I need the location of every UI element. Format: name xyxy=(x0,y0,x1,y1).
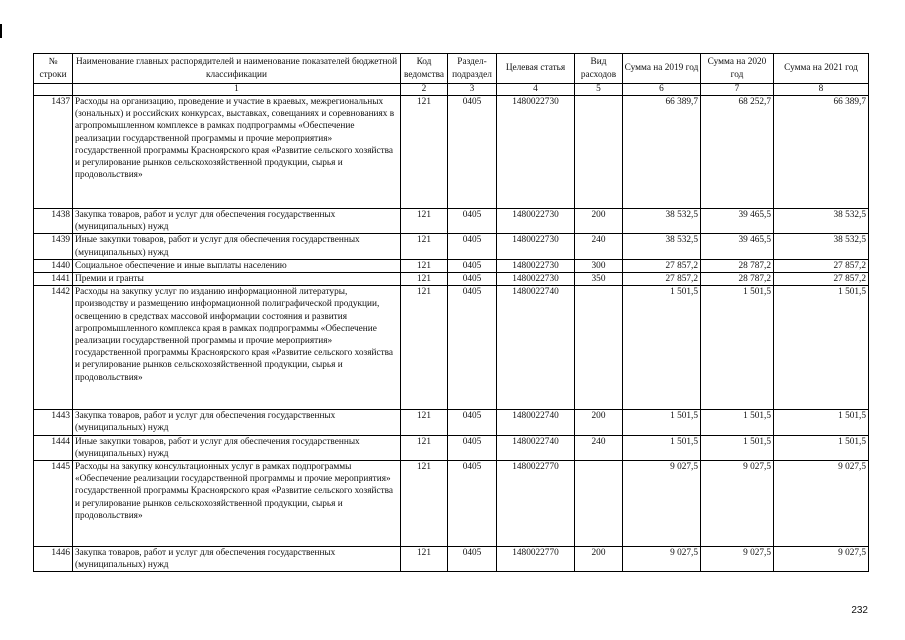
row-number: 1443 xyxy=(34,410,73,435)
row-expense-type xyxy=(575,461,623,547)
column-number: 7 xyxy=(701,84,774,96)
row-expense-type: 240 xyxy=(575,435,623,460)
table-row xyxy=(34,461,869,547)
row-sum-2020: 1 501,5 xyxy=(701,410,774,435)
column-number-row xyxy=(34,84,869,96)
row-sum-2021: 9 027,5 xyxy=(774,547,869,572)
row-dept-code: 121 xyxy=(401,286,448,410)
row-dept-code: 121 xyxy=(401,410,448,435)
row-sum-2020: 28 787,2 xyxy=(701,259,774,272)
row-sum-2021: 66 389,7 xyxy=(774,96,869,209)
row-expense-type: 200 xyxy=(575,547,623,572)
row-dept-code: 121 xyxy=(401,234,448,259)
row-section: 0405 xyxy=(448,410,497,435)
row-dept-code: 121 xyxy=(401,259,448,272)
row-sum-2021: 1 501,5 xyxy=(774,435,869,460)
row-sum-2019: 38 532,5 xyxy=(623,209,701,234)
table-row xyxy=(34,96,869,209)
row-section: 0405 xyxy=(448,461,497,547)
column-number: 1 xyxy=(73,84,401,96)
row-sum-2020: 68 252,7 xyxy=(701,96,774,209)
row-sum-2019: 9 027,5 xyxy=(623,461,701,547)
table-row xyxy=(34,286,869,410)
page-edge-mark xyxy=(0,24,2,38)
column-number: 6 xyxy=(623,84,701,96)
row-number: 1442 xyxy=(34,286,73,410)
table-row xyxy=(34,209,869,234)
row-name: Расходы на закупку консультационных услуг в рамках подпрограммы «Обеспечение реализации государственной программы и прочие мероприятия» государственной программы Красноярского края «Развитие сельского хозяйства и регулирование рынков сельскохозяйственной продукции, сырья и продовольствия» xyxy=(73,461,401,547)
row-number: 1446 xyxy=(34,547,73,572)
row-expense-type: 300 xyxy=(575,259,623,272)
row-sum-2020: 39 465,5 xyxy=(701,209,774,234)
row-sum-2021: 27 857,2 xyxy=(774,273,869,286)
row-sum-2020: 28 787,2 xyxy=(701,273,774,286)
header-expense-type: Вид расходов xyxy=(575,54,623,84)
row-sum-2019: 66 389,7 xyxy=(623,96,701,209)
row-expense-type: 350 xyxy=(575,273,623,286)
header-sum-2019: Сумма на 2019 год xyxy=(623,54,701,84)
table-header-row xyxy=(34,54,869,84)
header-dept-code: Код ведомства xyxy=(401,54,448,84)
row-target-article: 1480022740 xyxy=(497,410,575,435)
table-row xyxy=(34,273,869,286)
header-row-number: № строки xyxy=(34,54,73,84)
column-number: 8 xyxy=(774,84,869,96)
row-number: 1440 xyxy=(34,259,73,272)
header-section: Раздел-подраздел xyxy=(448,54,497,84)
column-number: 3 xyxy=(448,84,497,96)
row-sum-2019: 9 027,5 xyxy=(623,547,701,572)
row-target-article: 1480022740 xyxy=(497,286,575,410)
row-dept-code: 121 xyxy=(401,96,448,209)
column-number: 4 xyxy=(497,84,575,96)
row-target-article: 1480022770 xyxy=(497,461,575,547)
row-sum-2020: 1 501,5 xyxy=(701,286,774,410)
row-dept-code: 121 xyxy=(401,461,448,547)
row-dept-code: 121 xyxy=(401,209,448,234)
row-number: 1445 xyxy=(34,461,73,547)
row-target-article: 1480022740 xyxy=(497,435,575,460)
row-sum-2019: 27 857,2 xyxy=(623,259,701,272)
row-name: Расходы на закупку услуг по изданию информационной литературы, производству и размещению информационной полиграфической продукции, освещению в средствах массовой информации состояния и развития агропромышленного комплекса края в рамках подпрограммы «Обеспечение реализации государственной программы и прочие мероприятия» государственной программы Красноярского края «Развитие сельского хозяйства и регулирование рынков сельскохозяйственной продукции, сырья и продовольствия» xyxy=(73,286,401,410)
row-target-article: 1480022730 xyxy=(497,273,575,286)
row-sum-2020: 1 501,5 xyxy=(701,435,774,460)
header-target-article: Целевая статья xyxy=(497,54,575,84)
row-target-article: 1480022730 xyxy=(497,234,575,259)
row-section: 0405 xyxy=(448,259,497,272)
row-number: 1441 xyxy=(34,273,73,286)
row-section: 0405 xyxy=(448,209,497,234)
row-sum-2021: 9 027,5 xyxy=(774,461,869,547)
column-number: 2 xyxy=(401,84,448,96)
row-sum-2021: 1 501,5 xyxy=(774,410,869,435)
table-row xyxy=(34,547,869,572)
row-sum-2019: 1 501,5 xyxy=(623,410,701,435)
row-sum-2021: 38 532,5 xyxy=(774,234,869,259)
row-sum-2021: 27 857,2 xyxy=(774,259,869,272)
row-number: 1438 xyxy=(34,209,73,234)
row-name: Иные закупки товаров, работ и услуг для обеспечения государственных (муниципальных) нужд xyxy=(73,435,401,460)
row-number: 1437 xyxy=(34,96,73,209)
table-row xyxy=(34,259,869,272)
row-expense-type xyxy=(575,286,623,410)
column-number: 5 xyxy=(575,84,623,96)
row-name: Премии и гранты xyxy=(73,273,401,286)
row-target-article: 1480022730 xyxy=(497,259,575,272)
row-sum-2019: 1 501,5 xyxy=(623,435,701,460)
row-target-article: 1480022770 xyxy=(497,547,575,572)
row-target-article: 1480022730 xyxy=(497,96,575,209)
table-row xyxy=(34,234,869,259)
row-expense-type: 240 xyxy=(575,234,623,259)
header-sum-2020: Сумма на 2020 год xyxy=(701,54,774,84)
row-expense-type xyxy=(575,96,623,209)
row-section: 0405 xyxy=(448,96,497,209)
row-number: 1439 xyxy=(34,234,73,259)
row-target-article: 1480022730 xyxy=(497,209,575,234)
row-name: Социальное обеспечение и иные выплаты населению xyxy=(73,259,401,272)
row-sum-2021: 38 532,5 xyxy=(774,209,869,234)
row-dept-code: 121 xyxy=(401,273,448,286)
row-expense-type: 200 xyxy=(575,209,623,234)
header-name: Наименование главных распорядителей и наименование показателей бюджетной классификации xyxy=(73,54,401,84)
row-sum-2019: 38 532,5 xyxy=(623,234,701,259)
row-number: 1444 xyxy=(34,435,73,460)
table-row xyxy=(34,410,869,435)
row-name: Закупка товаров, работ и услуг для обеспечения государственных (муниципальных) нужд xyxy=(73,547,401,572)
row-section: 0405 xyxy=(448,547,497,572)
row-sum-2021: 1 501,5 xyxy=(774,286,869,410)
row-sum-2019: 27 857,2 xyxy=(623,273,701,286)
row-section: 0405 xyxy=(448,234,497,259)
table-row xyxy=(34,435,869,460)
column-number xyxy=(34,84,73,96)
row-section: 0405 xyxy=(448,273,497,286)
row-dept-code: 121 xyxy=(401,547,448,572)
row-name: Закупка товаров, работ и услуг для обеспечения государственных (муниципальных) нужд xyxy=(73,209,401,234)
row-section: 0405 xyxy=(448,435,497,460)
row-section: 0405 xyxy=(448,286,497,410)
row-name: Иные закупки товаров, работ и услуг для обеспечения государственных (муниципальных) нужд xyxy=(73,234,401,259)
row-sum-2020: 9 027,5 xyxy=(701,461,774,547)
row-sum-2020: 39 465,5 xyxy=(701,234,774,259)
row-name: Расходы на организацию, проведение и участие в краевых, межрегиональных (зональных) и российских конкурсах, выставках, совещаниях и соревнованиях в агропромышленном комплексе в рамках подпрограммы «Обеспечение реализации государственной программы и прочие мероприятия» государственной программы Красноярского края «Развитие сельского хозяйства и регулирование рынков сельскохозяйственной продукции, сырья и продовольствия» xyxy=(73,96,401,209)
row-expense-type: 200 xyxy=(575,410,623,435)
row-dept-code: 121 xyxy=(401,435,448,460)
header-sum-2021: Сумма на 2021 год xyxy=(774,54,869,84)
row-name: Закупка товаров, работ и услуг для обеспечения государственных (муниципальных) нужд xyxy=(73,410,401,435)
row-sum-2020: 9 027,5 xyxy=(701,547,774,572)
page-number: 232 xyxy=(851,605,868,616)
budget-table xyxy=(33,53,869,572)
row-sum-2019: 1 501,5 xyxy=(623,286,701,410)
